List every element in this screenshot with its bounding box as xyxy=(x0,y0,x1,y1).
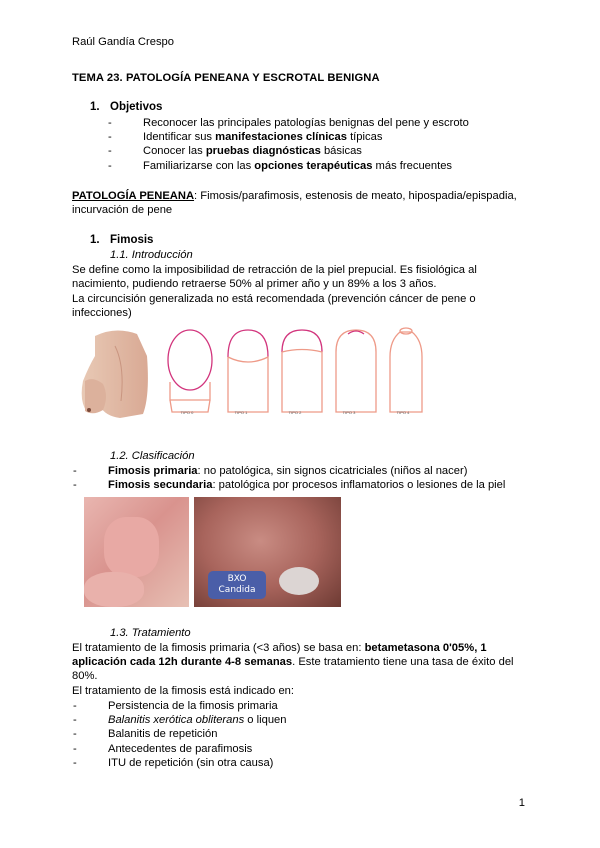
primary-phimosis-photo xyxy=(84,497,189,607)
tratamiento-indicaciones-intro: El tratamiento de la fimosis está indicado en: xyxy=(72,685,295,697)
list-item: - Antecedentes de parafimosis xyxy=(73,742,253,755)
grading-labels: TIPO 0 TIPO 1 TIPO 2 TIPO 3 TIPO 4 xyxy=(180,410,410,415)
indicaciones-list xyxy=(73,699,287,770)
document-title: TEMA 23. PATOLOGÍA PENEANA Y ESCROTAL BENIGNA xyxy=(72,72,380,84)
section-number: 1. xyxy=(90,101,100,113)
patologia-peneana-paragraph: PATOLOGÍA PENEANA: Fimosis/parafimosis, estenosis de meato, hipospadia/epispadia, incurvación de pene xyxy=(72,190,517,217)
list-item: - Familiarizarse con las opciones terapéuticas más frecuentes xyxy=(108,159,453,172)
objetivos-list xyxy=(108,116,469,173)
list-item: - Identificar sus manifestaciones clínicas típicas xyxy=(108,131,383,144)
list-item: - Reconocer las principales patologías benignas del pene y escroto xyxy=(108,117,469,129)
subheading-clasificacion: 1.2. Clasificación xyxy=(110,450,195,462)
subheading-introduccion: 1.1. Introducción xyxy=(110,249,193,261)
document-author: Raúl Gandía Crespo xyxy=(72,36,174,48)
tratamiento-paragraph: El tratamiento de la fimosis primaria (<3 años) se basa en: betametasona 0'05%, 1 aplicación cada 12h durante 4-8 semanas. Este tratamiento tiene una tasa de éxito del 80%. xyxy=(72,642,514,683)
list-item: - Persistencia de la fimosis primaria xyxy=(73,700,278,712)
list-item: - Conocer las pruebas diagnósticas básicas xyxy=(108,145,362,158)
intro-paragraph-2: La circuncisión generalizada no está recomendada (prevención cáncer de pene o infecciones) xyxy=(72,293,476,320)
subheading-tratamiento: 1.3. Tratamiento xyxy=(110,627,191,639)
phimosis-illustration xyxy=(75,326,155,419)
section-heading-objetivos xyxy=(90,101,162,113)
phimosis-grading-diagram xyxy=(160,322,430,420)
section-title: Objetivos xyxy=(110,101,163,113)
list-item: - ITU de repetición (sin otra causa) xyxy=(73,756,274,769)
penis-illustration-icon xyxy=(75,326,155,419)
clasificacion-list xyxy=(73,464,506,492)
list-item: - Fimosis primaria: no patológica, sin signos cicatriciales (niños al nacer) xyxy=(73,465,468,477)
intro-paragraph-1: Se define como la imposibilidad de retracción de la piel prepucial. Es fisiológica al nacimiento, pudiendo retraerse 50% al primer año y un 89% a los 3 años. xyxy=(72,264,477,291)
list-item: - Balanitis de repetición xyxy=(73,728,218,741)
list-item: - Balanitis xerótica obliterans o liquen xyxy=(73,714,287,727)
page-number: 1 xyxy=(518,797,525,809)
secondary-phimosis-photo xyxy=(194,497,341,607)
bxo-candida-badge: BXO Candida xyxy=(208,571,266,599)
section-heading-fimosis: 1. Fimosis xyxy=(90,234,154,246)
list-item: - Fimosis secundaria: patológica por procesos inflamatorios o lesiones de la piel xyxy=(73,479,506,492)
patologia-label: PATOLOGÍA PENEANA xyxy=(72,190,195,202)
